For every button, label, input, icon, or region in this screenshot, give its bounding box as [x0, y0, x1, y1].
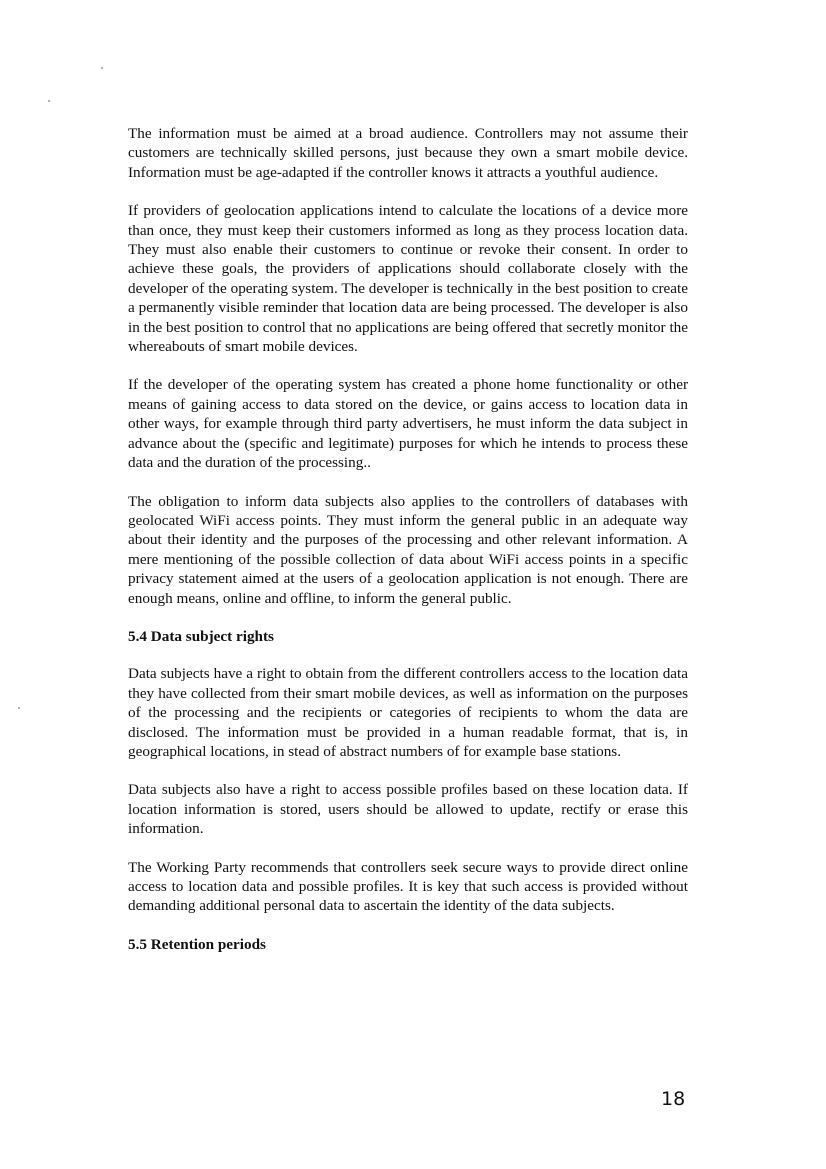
scan-speck	[101, 67, 103, 69]
page-body	[128, 124, 688, 954]
body-paragraph: The obligation to inform data subjects also applies to the controllers of databases with geolocated WiFi access points. They must inform the general public in an adequate way about their identity and the purposes of the processing and other relevant information. A mere mentioning of the possible collection of data about WiFi access points in a specific privacy statement aimed at the users of a geolocation application is not enough. There are enough means, online and offline, to inform the general public.	[128, 492, 688, 607]
body-paragraph: If the developer of the operating system has created a phone home functionality or other means of gaining access to data stored on the device, or gains access to location data in other ways, for example through third party advertisers, he must inform the data subject in advance about the (specific and legitimate) purposes for which he intends to process these data and the duration of the processing..	[128, 376, 688, 472]
section-heading: 5.4 Data subject rights	[128, 627, 274, 645]
body-paragraph: Data subjects also have a right to access possible profiles based on these location data. If location information is stored, users should be allowed to update, rectify or erase this information.	[128, 781, 688, 838]
scan-speck	[48, 100, 50, 102]
body-paragraph: The information must be aimed at a broad audience. Controllers may not assume their customers are technically skilled persons, just because they own a smart mobile device. Information must be age-adapted if the controller knows it attracts a youthful audience.	[128, 125, 688, 181]
body-paragraph: If providers of geolocation applications intend to calculate the locations of a device more than once, they must keep their customers informed as long as they process location data. They must also enable their customers to continue or revoke their consent. In order to achieve these goals, the providers of applications should collaborate closely with the developer of the operating system. The developer is technically in the best position to create a permanently visible reminder that location data are being processed. The developer is also in the best position to control that no applications are being offered that secretly monitor the whereabouts of smart mobile devices.	[128, 202, 688, 356]
section-heading: 5.5 Retention periods	[128, 935, 266, 953]
scan-speck	[18, 707, 20, 709]
body-paragraph: The Working Party recommends that controllers seek secure ways to provide direct online access to location data and possible profiles. It is key that such access is provided without demanding additional personal data to ascertain the identity of the data subjects.	[128, 858, 688, 915]
body-paragraph: Data subjects have a right to obtain from the different controllers access to the location data they have collected from their smart mobile devices, as well as information on the purposes of the processing and the recipients or categories of recipients to whom the data are disclosed. The information must be provided in a human readable format, that is, in geographical locations, in stead of abstract numbers of for example base stations.	[128, 665, 688, 760]
page-number: 18	[661, 1088, 686, 1110]
